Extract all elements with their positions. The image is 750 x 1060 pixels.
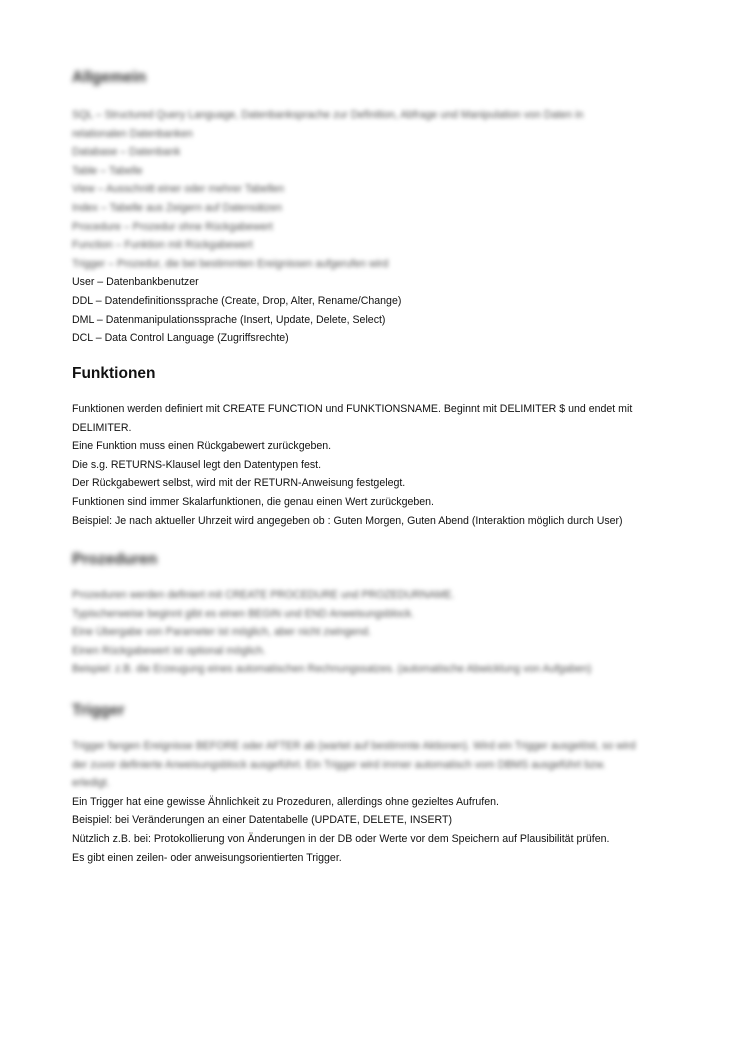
text-line: Trigger – Prozedur, die bei bestimmten Ereignissen aufgerufen wird xyxy=(72,257,389,270)
text-line: Funktionen sind immer Skalarfunktionen, die genau einen Wert zurückgeben. xyxy=(72,495,434,508)
text-line: Eine Funktion muss einen Rückgabewert zurückgeben. xyxy=(72,440,332,453)
text-line: DCL – Data Control Language (Zugriffsrechte) xyxy=(72,332,289,345)
text-line: Table – Tabelle xyxy=(72,164,143,177)
text-line: Beispiel: z.B. die Erzeugung eines automatischen Rechnungssatzes. (automatische Abwicklung von Aufgaben) xyxy=(72,663,592,676)
text-line: Eine Übergabe von Parameter ist möglich, aber nicht zwingend. xyxy=(72,626,372,639)
text-line: Prozeduren werden definiert mit CREATE PROCEDURE und PROZEDURNAME. xyxy=(72,589,455,601)
heading-prozeduren: Prozeduren xyxy=(72,551,158,568)
text-line: Index – Tabelle aus Zeigern auf Datensätzen xyxy=(72,201,283,214)
section-prozeduren xyxy=(72,550,690,679)
text-line: Der Rückgabewert selbst, wird mit der RETURN-Anweisung festgelegt. xyxy=(72,477,406,490)
text-line: Funktionen werden definiert mit CREATE FUNCTION und FUNKTIONSNAME. Beginnt mit DELIMITER $ und endet mit xyxy=(72,403,633,415)
text-line: User – Datenbankbenutzer xyxy=(72,276,199,289)
text-line: Ein Trigger hat eine gewisse Ähnlichkeit zu Prozeduren, allerdings ohne gezieltes Aufrufen. xyxy=(72,795,499,808)
text-line: relationalen Datenbanken xyxy=(72,127,193,140)
section-funktionen xyxy=(72,364,690,530)
text-line: DDL – Datendefinitionssprache (Create, Drop, Alter, Rename/Change) xyxy=(72,294,402,307)
text-line: Database – Datenbank xyxy=(72,146,181,159)
text-line: Beispiel: bei Veränderungen an einer Datentabelle (UPDATE, DELETE, INSERT) xyxy=(72,814,452,827)
text-line: Es gibt einen zeilen- oder anweisungsorientierten Trigger. xyxy=(72,851,342,864)
text-line: Beispiel: Je nach aktueller Uhrzeit wird angegeben ob : Guten Morgen, Guten Abend (Interaktion möglich durch User) xyxy=(72,514,623,527)
text-line: Einen Rückgabewert ist optional möglich. xyxy=(72,644,266,657)
section-trigger xyxy=(72,701,690,867)
text-line: Function – Funktion mit Rückgabewert xyxy=(72,239,253,252)
text-line: Typischerweise beginnt gibt es einen BEGIN und END Anweisungsblock. xyxy=(72,607,415,620)
text-line: der zuvor definierte Anweisungsblock ausgeführt. Ein Trigger wird immer automatisch vom DBMS ausgeführt bzw. xyxy=(72,758,606,771)
text-line: SQL – Structured Query Language, Datenbanksprache zur Definition, Abfrage und Manipulation von Daten in xyxy=(72,109,584,121)
heading-funktionen: Funktionen xyxy=(72,365,156,382)
text-line: Trigger fangen Ereignisse BEFORE oder AFTER ab (wartet auf bestimmte Aktionen). Wird ein Trigger ausgelöst, so wird xyxy=(72,740,636,752)
section-allgemein xyxy=(72,68,690,348)
heading-allgemein: Allgemein xyxy=(72,69,147,86)
text-line: erledigt. xyxy=(72,777,110,790)
text-line: DML – Datenmanipulationssprache (Insert, Update, Delete, Select) xyxy=(72,313,386,326)
text-line: Die s.g. RETURNS-Klausel legt den Datentypen fest. xyxy=(72,458,322,471)
text-line: Procedure – Prozedur ohne Rückgabewert xyxy=(72,220,273,233)
heading-trigger: Trigger xyxy=(72,702,125,719)
text-line: Nützlich z.B. bei: Protokollierung von Änderungen in der DB oder Werte vor dem Speichern auf Plausibilität prüfen. xyxy=(72,832,610,845)
text-line: View – Ausschnitt einer oder mehrer Tabellen xyxy=(72,183,285,196)
text-line: DELIMITER. xyxy=(72,421,132,434)
